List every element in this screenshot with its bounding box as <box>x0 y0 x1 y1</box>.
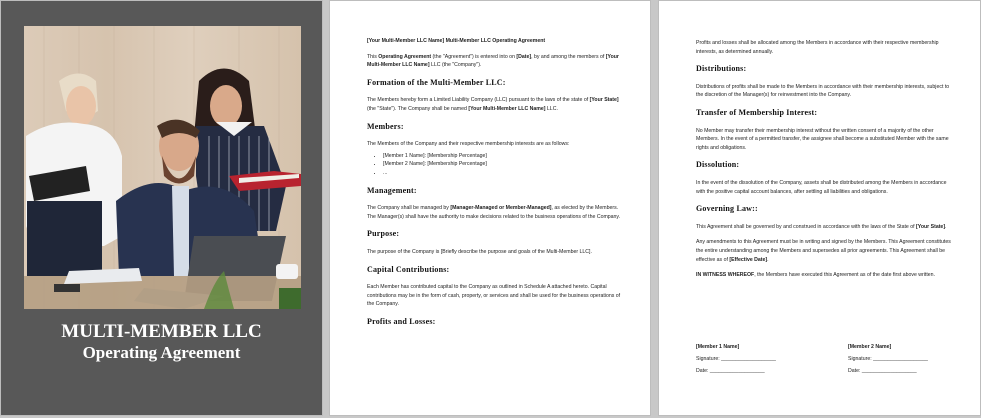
heading-profits-losses: Profits and Losses: <box>367 316 436 326</box>
heading-distributions: Distributions: <box>696 64 747 74</box>
intro-paragraph: This Operating Agreement (the "Agreement") is entered into on [Date], by and among the members of [Your Multi-Member LLC Name] LLC (the "Company"). <box>367 53 619 69</box>
management-paragraph: The Company shall be managed by [Manager-Managed or Member-Managed], as elected by the Members. The Manager(s) shall have the authority to make decisions related to the business operations of the Company. <box>367 205 621 220</box>
list-item: • [Member 1 Name]: [Membership Percentage] <box>383 152 624 161</box>
list-item: • ... <box>383 169 624 178</box>
heading-formation: Formation of the Multi-Member LLC: <box>367 77 506 87</box>
heading-dissolution: Dissolution: <box>696 160 740 170</box>
formation-paragraph: The Members hereby form a Limited Liability Company (LLC) pursuant to the laws of the state of [Your State] (the "State"). The Company shall be named [Your Multi-Member LLC Name] LLC. <box>367 97 619 112</box>
profits-paragraph: Profits and losses shall be allocated among the Members in accordance with their respective membership interests, as determined annually. <box>696 40 939 55</box>
heading-members: Members: <box>367 121 404 131</box>
member-1-name: [Member 1 Name] <box>696 344 740 350</box>
document-title: [Your Multi-Member LLC Name] Multi-Member LLC Operating Agreement <box>367 38 546 44</box>
member-2-name: [Member 2 Name] <box>848 344 892 350</box>
signature-block-member-2 <box>848 341 928 377</box>
cover-title: MULTI-MEMBER LLC <box>61 321 262 342</box>
signature-block-member-1 <box>696 341 776 377</box>
purpose-paragraph: The purpose of the Company is [Briefly describe the purpose and goals of the Multi-Member LLC]. <box>367 248 592 255</box>
document-page-3 <box>658 0 981 416</box>
member-2-signature-line: Signature: ___________________ <box>848 356 928 362</box>
heading-transfer: Transfer of Membership Interest: <box>696 107 818 117</box>
business-team-illustration <box>24 26 301 309</box>
transfer-paragraph: No Member may transfer their membership interest without the written consent of a majority of the other Members. In the event of a permitted transfer, the assignee shall become a substituted Member with the same rights and obligations. <box>696 127 949 151</box>
dissolution-paragraph: In the event of the dissolution of the Company, assets shall be distributed among the Members in accordance with the positive capital account balances, after settling all liabilities and obligations. <box>696 179 947 195</box>
heading-management: Management: <box>367 185 417 195</box>
member-1-signature-line: Signature: ___________________ <box>696 356 776 362</box>
cover-page <box>0 0 323 416</box>
heading-capital-contributions: Capital Contributions: <box>367 264 450 274</box>
member-2-date-line: Date: ___________________ <box>848 368 917 374</box>
document-page-2 <box>329 0 651 416</box>
witness-paragraph: IN WITNESS WHEREOF, the Members have executed this Agreement as of the date first above written. <box>696 272 936 279</box>
members-paragraph: The Members of the Company and their respective membership interests are as follows: <box>367 141 570 148</box>
capital-paragraph: Each Member has contributed capital to the Company as outlined in Schedule A attached hereto. Capital contributions may be in the form of cash, property, or services and shall be used for the business operations of the Company. <box>367 284 621 308</box>
members-list <box>367 152 624 178</box>
member-1-date-line: Date: ___________________ <box>696 368 765 374</box>
list-item: • [Member 2 Name]: [Membership Percentage] <box>383 160 624 169</box>
heading-governing-law: Governing Law:: <box>696 204 758 214</box>
amendments-paragraph: Any amendments to this Agreement must be in writing and signed by the Members. This Agreement constitutes the entire understanding among the Members and supersedes all prior agreements. This Agreement shall be effective as of [Effective Date]. <box>696 239 951 263</box>
cover-photo <box>24 26 301 309</box>
cover-subtitle: Operating Agreement <box>82 343 241 362</box>
heading-purpose: Purpose: <box>367 229 400 239</box>
distributions-paragraph: Distributions of profits shall be made to the Members in accordance with their membership interests, subject to the discretion of the Manager(s) for reinvestment into the Company. <box>696 83 950 99</box>
governing-paragraph: This Agreement shall be governed by and construed in accordance with the laws of the State of [Your State]. <box>696 223 947 230</box>
